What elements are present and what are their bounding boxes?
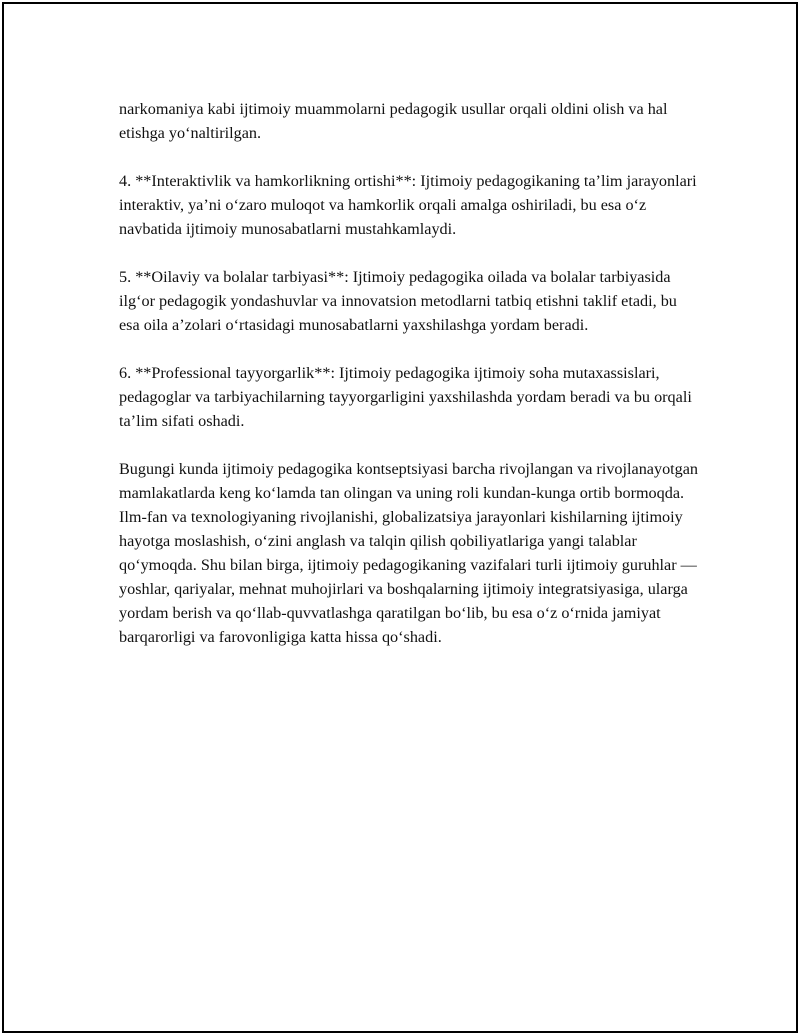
paragraph-conclusion: Bugungi kunda ijtimoiy pedagogika kontseptsiyasi barcha rivojlangan va rivojlanayotgan mamlakatlarda keng ko‘lamda tan olingan va uning roli kundan-kunga ortib bormoqda. Ilm-fan va texnologiyaning rivojlanishi, globalizatsiya jarayonlari kishilarning ijtimoiy hayotga moslashish, o‘zini anglash va talqin qilish qobiliyatlariga yangi talablar qo‘ymoqda. Shu bilan birga, ijtimoiy pedagogikaning vazifalari turli ijtimoiy guruhlar — yoshlar, qariyalar, mehnat muhojirlari va boshqalarning ijtimoiy integratsiyasiga, ularga yordam berish va qo‘llab-quvvatlashga qaratilgan bo‘lib, bu esa o‘z o‘rnida jamiyat barqarorligi va farovonligiga katta hissa qo‘shadi. — [119, 460, 699, 646]
paragraph-item-6: 6. **Professional tayyorgarlik**: Ijtimoiy pedagogika ijtimoiy soha mutaxassislari, pedagoglar va tarbiyachilarning tayyorgarligini yaxshilashda yordam beradi va bu orqali ta’lim sifati oshadi. — [119, 364, 692, 430]
paragraph-item-4: 4. **Interaktivlik va hamkorlikning ortishi**: Ijtimoiy pedagogikaning ta’lim jarayonlari interaktiv, ya’ni o‘zaro muloqot va hamkorlik orqali amalga oshiriladi, bu esa o‘z navbatida ijtimoiy munosabatlarni mustahkamlaydi. — [119, 172, 697, 238]
document-page — [2, 2, 798, 1033]
paragraph-item-5: 5. **Oilaviy va bolalar tarbiyasi**: Ijtimoiy pedagogika oilada va bolalar tarbiyasida ilg‘or pedagogik yondashuvlar va innovatsion metodlarni tatbiq etishni taklif etadi, bu esa oila a’zolari o‘rtasidagi munosabatlarni yaxshilashga yordam beradi. — [119, 268, 677, 334]
paragraph-continuation: narkomaniya kabi ijtimoiy muammolarni pedagogik usullar orqali oldini olish va hal etishga yo‘naltirilgan. — [119, 100, 668, 142]
document-body — [119, 97, 699, 673]
